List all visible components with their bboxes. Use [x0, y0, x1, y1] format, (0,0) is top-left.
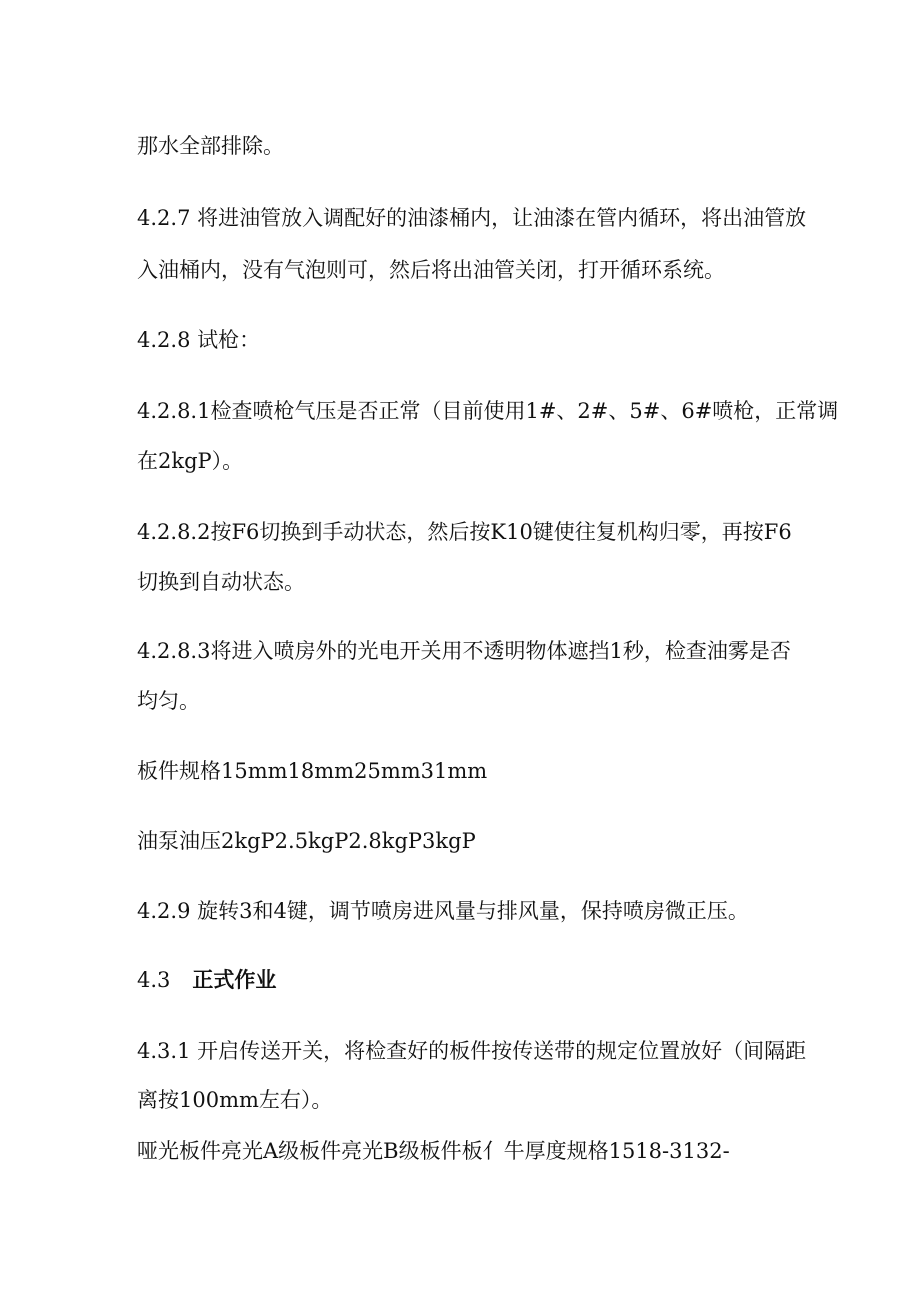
paragraph-4-3-1-line-1: 4.3.1 开启传送开关，将检查好的板件按传送带的规定位置放好（间隔距 — [137, 1039, 807, 1063]
section-title: 正式作业 — [192, 967, 277, 992]
board-grade-line: 哑光板件亮光A级板件亮光B级板件板亻牛厚度规格1518-3132- — [137, 1139, 730, 1163]
paragraph-4-2-8-3-line-1: 4.2.8.3将进入喷房外的光电开关用不透明物体遮挡1秒，检查油雾是否 — [137, 639, 791, 663]
paragraph-4-2-8-1-line-2: 在2kgP）。 — [137, 449, 244, 473]
paragraph-4-2-8-2-line-2: 切换到自动状态。 — [137, 570, 305, 594]
section-number: 4.3 — [137, 968, 171, 992]
paragraph-4-2-8: 4.2.8 试枪： — [137, 328, 261, 352]
paragraph-4-2-8-3-line-2: 均匀。 — [137, 689, 200, 713]
paragraph-4-2-8-1-line-1: 4.2.8.1检查喷枪气压是否正常（目前使用1#、2#、5#、6#喷枪，正常调 — [137, 399, 839, 423]
paragraph-4-3-1-line-2: 离按100mm左右）。 — [137, 1088, 333, 1112]
paragraph-4-2-7-line-1: 4.2.7 将进油管放入调配好的油漆桶内，让油漆在管内循环，将出油管放 — [137, 206, 807, 230]
paragraph-4-2-7-line-2: 入油桶内，没有气泡则可，然后将出油管关闭，打开循环系统。 — [137, 258, 725, 282]
pump-pressure-line: 油泵油压2kgP2.5kgP2.8kgP3kgP — [137, 829, 476, 853]
section-heading-4-3 — [137, 965, 276, 995]
paragraph-text: 那水全部排除。 — [137, 134, 284, 158]
paragraph-4-2-8-2-line-1: 4.2.8.2按F6切换到手动状态，然后按K10键使往复机构归零，再按F6 — [137, 520, 792, 544]
board-spec-line: 板件规格15mm18mm25mm31mm — [137, 759, 488, 783]
paragraph-4-2-9: 4.2.9 旋转3和4键，调节喷房进风量与排风量，保持喷房微正压。 — [137, 899, 749, 923]
